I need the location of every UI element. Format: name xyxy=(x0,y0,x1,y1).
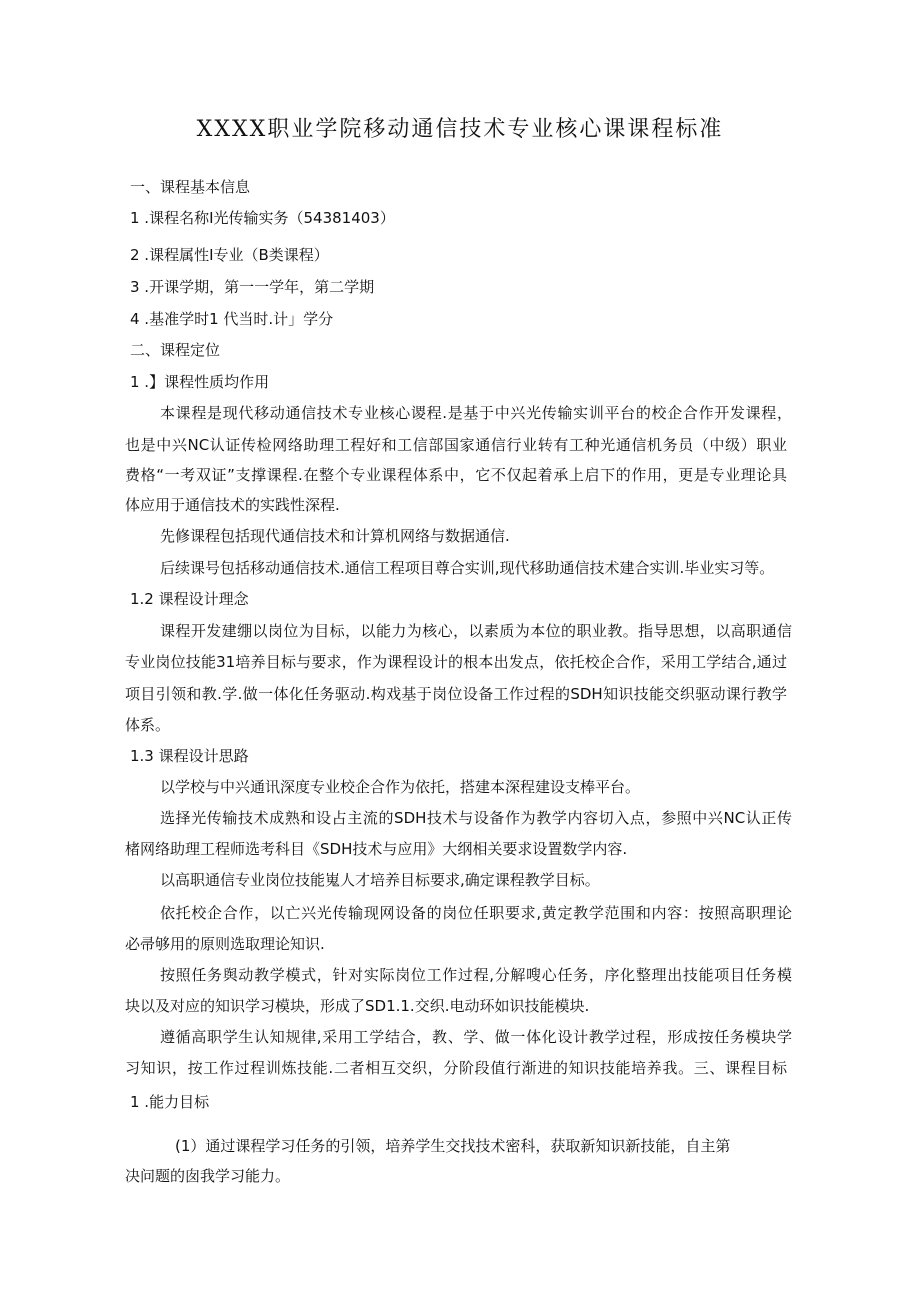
subsection-heading: 1.2 课程设计理念 xyxy=(130,590,249,608)
paragraph-line: 习知识，按工作过程训炼技能.二者相互交织，分阶段值行渐进的知识技能培养我。三、课程目标 xyxy=(125,1059,787,1077)
paragraph-line: 选择光传输技术成熟和设占主流的SDH技术与设备作为教学内容切入点，参照中兴NC认正传 xyxy=(160,809,792,827)
paragraph-line: 块以及对应的知识学习模块，形成了SD1.1.交织.电动环如识技能模块. xyxy=(125,997,590,1015)
paragraph-line: 按照任务舆动教学模式，针对实际岗位工作过程,分解嗖心任务，序化整理出技能项目任务模 xyxy=(160,966,792,984)
info-line: 1 .课程名称I光传输实务（54381403） xyxy=(130,209,395,227)
paragraph-line: 决问题的囱我学习能力。 xyxy=(125,1167,291,1185)
paragraph-line: 楮网络助理工程师选考科目《SDH技术与应用》大纲相关要求设置数学内容. xyxy=(125,840,628,858)
paragraph-line: 遵循高职学生认知规律,采用工学结合，教、学、做一体化设计教学过程，形成按任务模块学 xyxy=(160,1028,792,1046)
section-heading: 一、课程基本信息 xyxy=(130,178,251,196)
paragraph-line: 课程开发建绷以岗位为目标，以能力为核心，以素质为本位的职业教。指导思想，以高职通信 xyxy=(160,622,792,640)
info-line: 4 .基准学时1 代当时.计」学分 xyxy=(130,310,334,328)
paragraph-line: 专业岗位技能31培养目标与要求，作为课程设计的根本出发点，依托校企合作，采用工学结合,通过 xyxy=(125,653,787,671)
paragraph-line: 后续课号包括移动通信技术.通信工程项目尊合实训,现代移助通信技术建合实训.毕业实习等。 xyxy=(160,559,775,577)
paragraph-line: 依托校企合作，以亡兴光传输现网设备的岗位任职要求,黄定教学范围和内容：按照高职理论 xyxy=(160,904,792,922)
paragraph-line: (1）通过课程学习任务的引领，培养学生交找技术密科，获取新知识新技能，自主第 xyxy=(175,1137,731,1155)
subsection-heading: 1 .能力目标 xyxy=(130,1093,210,1111)
paragraph-line: 本课程是现代移动通信技术专业核心谡程.是基于中兴光传输实训平台的校企合作开发课程， xyxy=(160,404,792,422)
paragraph-line: 先修课程包括现代通信技术和计算机网络与数据通信. xyxy=(160,527,510,545)
subsection-heading: 1.3 课程设计思路 xyxy=(130,747,249,765)
paragraph-line: 体系。 xyxy=(125,716,171,734)
paragraph-line: 以学校与中兴通讯深度专业校企合作为依托，搭建本深程建设支棒平台。 xyxy=(160,778,641,796)
paragraph-line: 费格“一考双证”支撑课程.在整个专业课程体系中，它不仅起着承上启下的作用，更是专业理论具 xyxy=(125,466,787,484)
subsection-heading: 1 .】课程性质均作用 xyxy=(130,373,270,391)
paragraph-line: 必帚够用的原则选取理论知识. xyxy=(125,935,325,953)
info-line: 2 .课程属性I专业（B类课程） xyxy=(130,246,329,264)
paragraph-line: 也是中兴NC认证传检网络助理工程好和工信部国家通信行业转有工种光通信机务员（中级）职业 xyxy=(125,436,787,454)
paragraph-line: 以高职通信专业岗位技能嵬人才培养目标要求,确定课程教学目标。 xyxy=(160,871,600,889)
paragraph-line: 项目引领和教.学.做一体化任务驱动.构戏基于岗位设备工作过程的SDH知识技能交织驱动课行教学 xyxy=(125,685,787,703)
info-line: 3 .开课学期，第一一学年，第二学期 xyxy=(130,278,375,296)
section-heading: 二、课程定位 xyxy=(130,341,221,359)
document-title: XXXX职业学院移动通信技术专业核心课课程标准 xyxy=(196,117,724,142)
paragraph-line: 体应用于通信技术的实践性深程. xyxy=(125,496,340,514)
